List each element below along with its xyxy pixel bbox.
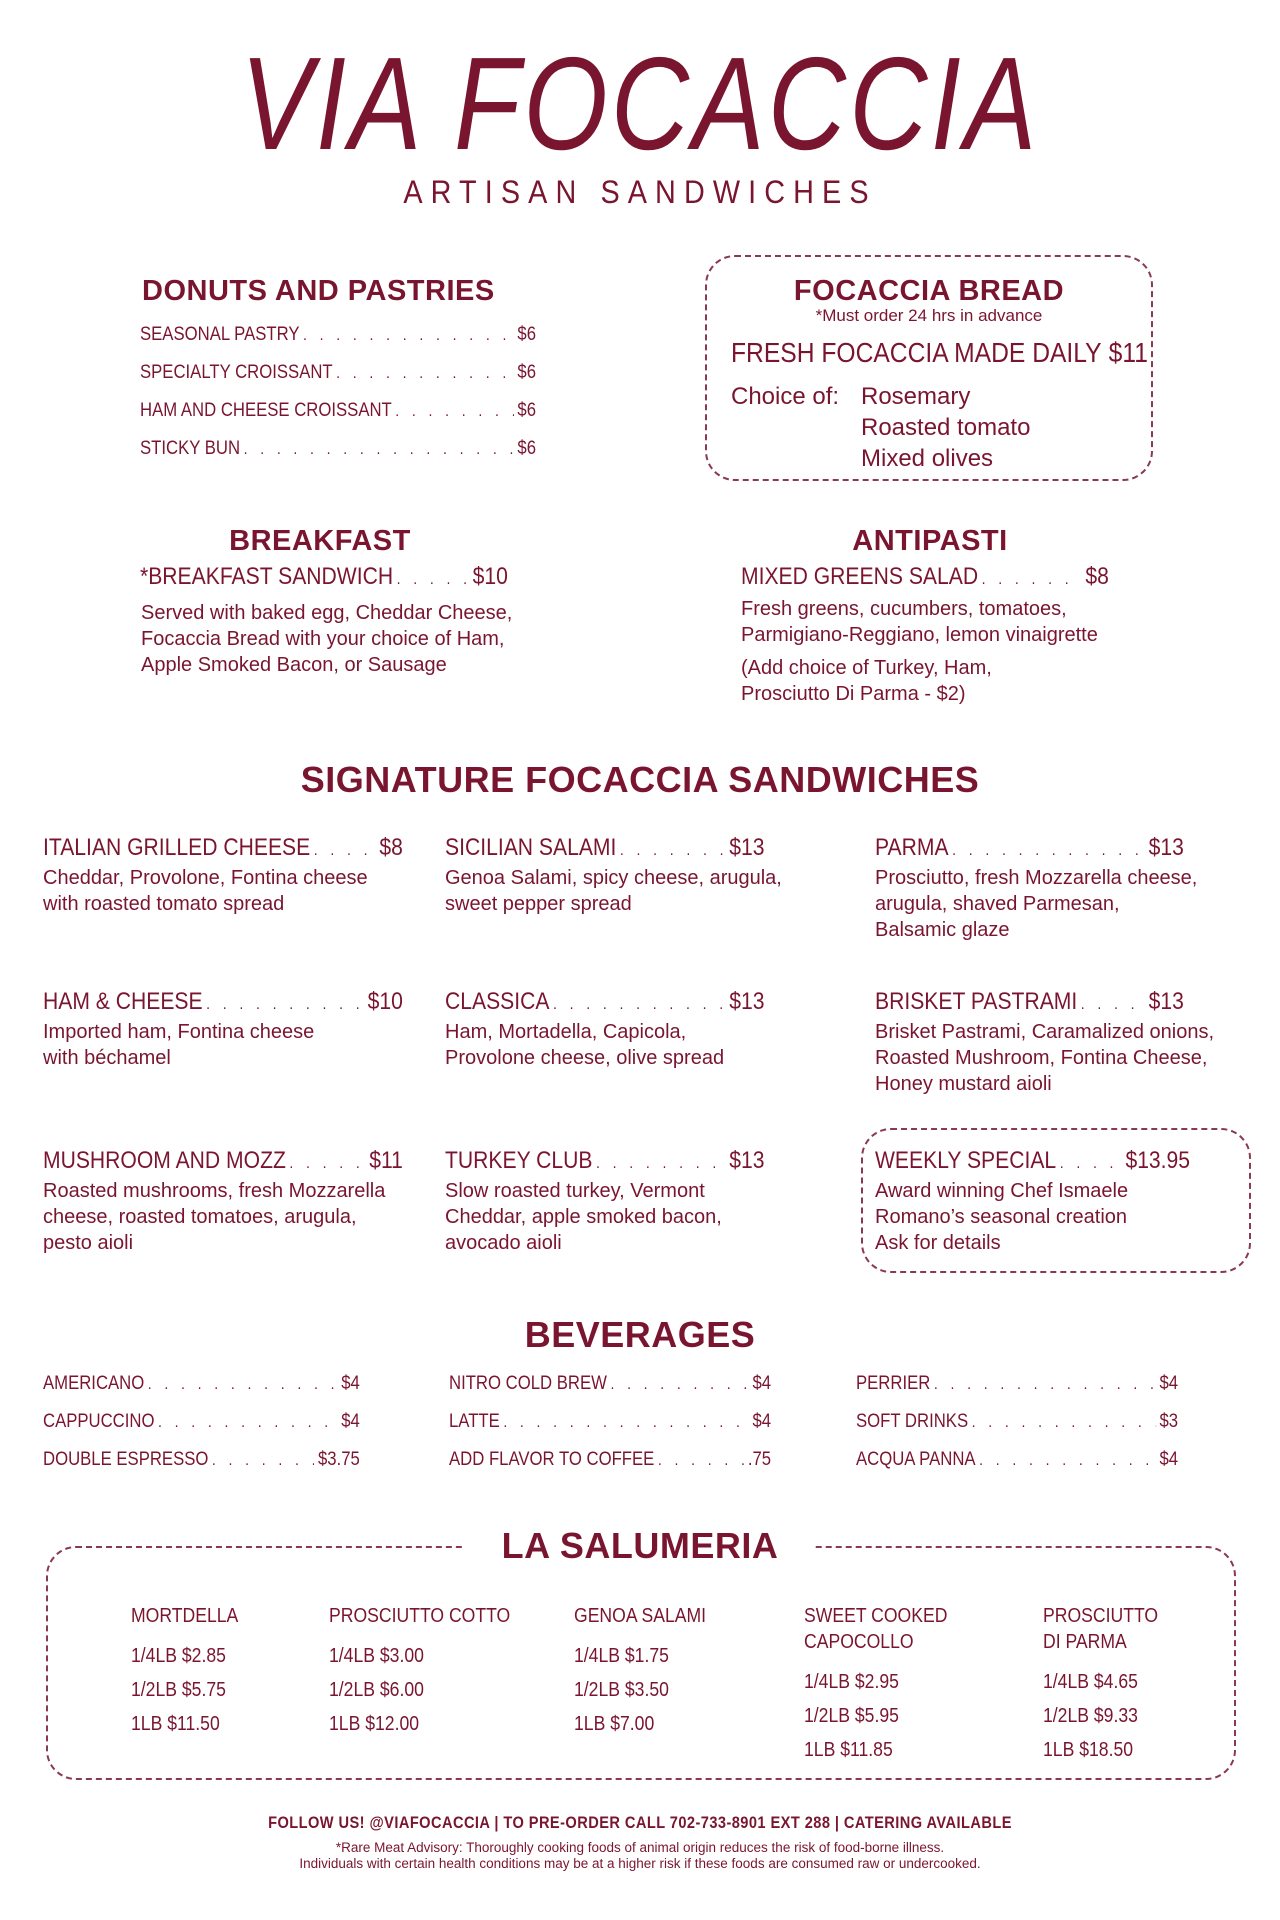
leader-dots — [289, 1155, 365, 1173]
sandwich-row — [875, 1147, 1190, 1179]
item-price: $6 — [517, 362, 536, 383]
item-name: PERRIER — [856, 1373, 931, 1394]
desc-line: Apple Smoked Bacon, or Sausage — [141, 654, 447, 676]
salumeria-col — [131, 1603, 238, 1741]
item-name: LATTE — [449, 1411, 500, 1432]
antipasti-description — [741, 596, 1098, 648]
leader-dots — [336, 365, 514, 383]
desc-line: cheese, roasted tomatoes, arugula, — [43, 1206, 357, 1228]
item-price: .75 — [747, 1449, 772, 1470]
desc-line: (Add choice of Turkey, Ham, — [741, 657, 992, 679]
leader-dots — [1060, 1155, 1122, 1173]
leader-dots — [303, 327, 514, 345]
item-price: $6 — [517, 438, 536, 459]
item-price: $6 — [517, 324, 536, 345]
breakfast-heading: BREAKFAST — [229, 525, 411, 557]
salumeria-name — [804, 1603, 947, 1655]
menu-row — [140, 324, 536, 362]
salumeria-name — [574, 1603, 706, 1629]
leader-dots — [596, 1155, 726, 1173]
item-price: $8 — [1085, 563, 1109, 590]
desc-line: Genoa Salami, spicy cheese, arugula, — [445, 867, 782, 889]
price-line: 1/4LB $1.75 — [574, 1645, 669, 1667]
item-name: STICKY BUN — [140, 438, 241, 459]
leader-dots — [979, 1452, 1156, 1470]
sandwich-row — [445, 1147, 764, 1179]
menu-row — [43, 1449, 360, 1487]
donuts-list — [140, 324, 536, 476]
choice-item: Rosemary — [861, 383, 971, 410]
item-price: $11 — [369, 1147, 403, 1174]
item-name: WEEKLY SPECIAL — [875, 1147, 1057, 1174]
salumeria-name — [1043, 1603, 1158, 1655]
price-line: 1LB $12.00 — [329, 1713, 420, 1735]
price-line: 1/4LB $4.65 — [1043, 1671, 1138, 1693]
item-name: HAM AND CHEESE CROISSANT — [140, 400, 392, 421]
item-name: SICILIAN SALAMI — [445, 834, 617, 861]
price-line: 1/2LB $3.50 — [574, 1679, 669, 1701]
item-name: DOUBLE ESPRESSO — [43, 1449, 209, 1470]
sandwich-desc — [445, 1178, 722, 1256]
leader-dots — [952, 842, 1145, 860]
item-name: BRISKET PASTRAMI — [875, 988, 1078, 1015]
item-name: FRESH FOCACCIA MADE DAILY — [731, 337, 1102, 368]
name-line: SWEET COOKED — [804, 1605, 948, 1627]
leader-dots — [658, 1452, 744, 1470]
advisory-line: Individuals with certain health conditions may be at a higher risk if these foods are consumed raw or undercooked. — [299, 1856, 981, 1871]
item-price: $11 — [1108, 337, 1148, 368]
item-price: $10 — [472, 563, 508, 590]
sandwich-desc — [445, 1019, 724, 1071]
focaccia-item-row — [731, 337, 1148, 369]
leader-dots — [1081, 996, 1145, 1014]
brand-subtitle: ARTISAN SANDWICHES — [403, 174, 877, 210]
item-name: MIXED GREENS SALAD — [741, 563, 979, 590]
item-name: ITALIAN GRILLED CHEESE — [43, 834, 311, 861]
desc-line: Served with baked egg, Cheddar Cheese, — [141, 602, 513, 624]
leader-dots — [503, 1414, 749, 1432]
item-name: TURKEY CLUB — [445, 1147, 593, 1174]
leader-dots — [244, 441, 514, 459]
salumeria-col — [329, 1603, 510, 1741]
desc-line: sweet pepper spread — [445, 893, 632, 915]
menu-row — [43, 1411, 360, 1449]
choice-list — [861, 381, 1030, 474]
salumeria-col — [804, 1603, 947, 1767]
item-name: CLASSICA — [445, 988, 550, 1015]
leader-dots — [553, 996, 726, 1014]
price-line: 1LB $11.85 — [804, 1739, 893, 1761]
leader-dots — [982, 571, 1082, 589]
desc-line: Prosciutto Di Parma - $2) — [741, 683, 966, 705]
sandwich-row — [875, 834, 1184, 866]
sandwich-row — [445, 834, 764, 866]
sandwich-desc — [875, 1019, 1214, 1097]
leader-dots — [620, 842, 726, 860]
item-price: $3 — [1159, 1411, 1179, 1432]
focaccia-heading: FOCACCIA BREAD — [793, 275, 1065, 307]
name-line: MORTDELLA — [131, 1605, 239, 1627]
item-name: HAM & CHEESE — [43, 988, 203, 1015]
menu-row — [43, 1373, 360, 1411]
name-line: PROSCIUTTO — [1043, 1605, 1159, 1627]
sandwich-row — [875, 988, 1184, 1020]
sandwich-row — [43, 834, 403, 866]
menu-row — [140, 400, 536, 438]
leader-dots — [934, 1376, 1156, 1394]
item-name: SPECIALTY CROISSANT — [140, 362, 333, 383]
item-name: AMERICANO — [43, 1373, 145, 1394]
item-name: SEASONAL PASTRY — [140, 324, 300, 345]
menu-row — [449, 1373, 771, 1411]
beverages-heading: BEVERAGES — [524, 1314, 756, 1355]
price-line: 1/4LB $3.00 — [329, 1645, 424, 1667]
desc-line: Romano’s seasonal creation — [875, 1206, 1128, 1228]
desc-line: Honey mustard aioli — [875, 1073, 1052, 1095]
breakfast-description — [141, 600, 512, 678]
name-line: DI PARMA — [1043, 1631, 1127, 1653]
desc-line: Provolone cheese, olive spread — [445, 1047, 725, 1069]
item-name: MUSHROOM AND MOZZ — [43, 1147, 286, 1174]
sandwich-desc — [43, 865, 368, 917]
desc-line: arugula, shaved Parmesan, — [875, 893, 1120, 915]
breakfast-item-row — [140, 563, 508, 595]
name-line: GENOA SALAMI — [574, 1605, 707, 1627]
sandwich-desc — [43, 1019, 314, 1071]
leader-dots — [972, 1414, 1156, 1432]
menu-row — [449, 1411, 771, 1449]
item-price: $4 — [1159, 1373, 1179, 1394]
sandwich-row — [43, 988, 403, 1020]
price-line: 1LB $18.50 — [1043, 1739, 1134, 1761]
item-price: $6 — [517, 400, 536, 421]
beverages-col-1 — [43, 1373, 403, 1487]
leader-dots — [158, 1414, 338, 1432]
antipasti-addon — [741, 655, 992, 707]
leader-dots — [610, 1376, 749, 1394]
leader-dots — [212, 1452, 315, 1470]
leader-dots — [148, 1376, 338, 1394]
price-line: 1/2LB $5.75 — [131, 1679, 226, 1701]
menu-row — [140, 438, 536, 476]
desc-line: Ask for details — [875, 1232, 1001, 1254]
desc-line: Slow roasted turkey, Vermont — [445, 1180, 705, 1202]
desc-line: Imported ham, Fontina cheese — [43, 1021, 315, 1043]
name-line: CAPOCOLLO — [804, 1631, 914, 1653]
leader-dots — [395, 403, 514, 421]
item-price: $3.75 — [317, 1449, 360, 1470]
item-name: NITRO COLD BREW — [449, 1373, 607, 1394]
desc-line: Cheddar, Provolone, Fontina cheese — [43, 867, 368, 889]
sandwich-desc — [43, 1178, 385, 1256]
antipasti-heading: ANTIPASTI — [852, 525, 1008, 557]
salumeria-name — [329, 1603, 510, 1629]
item-name: CAPPUCCINO — [43, 1411, 155, 1432]
salumeria-col — [1043, 1603, 1158, 1767]
desc-line: Fresh greens, cucumbers, tomatoes, — [741, 598, 1067, 620]
choice-item: Roasted tomato — [861, 414, 1031, 441]
item-price: $8 — [379, 834, 403, 861]
focaccia-note: *Must order 24 hrs in advance — [815, 306, 1043, 325]
salumeria-heading: LA SALUMERIA — [465, 1528, 815, 1564]
item-price: $4 — [341, 1373, 360, 1394]
menu-row — [856, 1411, 1178, 1449]
signature-heading: SIGNATURE FOCACCIA SANDWICHES — [300, 759, 980, 800]
price-line: 1/4LB $2.95 — [804, 1671, 899, 1693]
desc-line: Focaccia Bread with your choice of Ham, — [141, 628, 505, 650]
item-price: $4 — [752, 1373, 772, 1394]
desc-line: Brisket Pastrami, Caramalized onions, — [875, 1021, 1215, 1043]
footer-contact: FOLLOW US! @VIAFOCACCIA | TO PRE-ORDER CALL 702-733-8901 EXT 288 | CATERING AVAILABLE — [268, 1813, 1012, 1832]
desc-line: pesto aioli — [43, 1232, 134, 1254]
item-price: $10 — [367, 988, 403, 1015]
price-line: 1/2LB $9.33 — [1043, 1705, 1138, 1727]
beverages-col-2 — [449, 1373, 815, 1487]
item-name: *BREAKFAST SANDWICH — [140, 563, 394, 590]
item-name: SOFT DRINKS — [856, 1411, 969, 1432]
price-line: 1/2LB $6.00 — [329, 1679, 424, 1701]
item-price: $13 — [1148, 988, 1184, 1015]
desc-line: Prosciutto, fresh Mozzarella cheese, — [875, 867, 1198, 889]
desc-line: Award winning Chef Ismaele — [875, 1180, 1129, 1202]
antipasti-item-row — [741, 563, 1109, 595]
donuts-heading: DONUTS AND PASTRIES — [142, 275, 495, 307]
desc-line: with béchamel — [43, 1047, 171, 1069]
item-price: $13 — [729, 988, 765, 1015]
footer-advisory — [0, 1840, 1280, 1872]
salumeria-name — [131, 1603, 238, 1629]
item-price: $13 — [1148, 834, 1184, 861]
salumeria-col — [574, 1603, 706, 1741]
price-line: 1/2LB $5.95 — [804, 1705, 899, 1727]
item-name: ACQUA PANNA — [856, 1449, 976, 1470]
item-price: $4 — [341, 1411, 360, 1432]
menu-row — [140, 362, 536, 400]
desc-line: Ham, Mortadella, Capicola, — [445, 1021, 687, 1043]
sandwich-row — [445, 988, 764, 1020]
beverages-col-3 — [856, 1373, 1222, 1487]
item-price: $4 — [1159, 1449, 1179, 1470]
item-price: $13 — [729, 1147, 765, 1174]
desc-line: Cheddar, apple smoked bacon, — [445, 1206, 722, 1228]
name-line: PROSCIUTTO COTTO — [329, 1605, 511, 1627]
brand-title: VIA FOCACCIA — [240, 30, 1040, 177]
desc-line: Roasted Mushroom, Fontina Cheese, — [875, 1047, 1208, 1069]
leader-dots — [314, 842, 376, 860]
price-line: 1LB $11.50 — [131, 1713, 220, 1735]
choice-item: Mixed olives — [861, 445, 994, 472]
advisory-line: *Rare Meat Advisory: Thoroughly cooking foods of animal origin reduces the risk of food-borne illness. — [335, 1840, 945, 1855]
price-line: 1/4LB $2.85 — [131, 1645, 226, 1667]
price-line: 1LB $7.00 — [574, 1713, 655, 1735]
sandwich-desc — [875, 865, 1197, 943]
menu-row — [856, 1373, 1178, 1411]
desc-line: Roasted mushrooms, fresh Mozzarella — [43, 1180, 386, 1202]
menu-row — [856, 1449, 1178, 1487]
item-price: $13.95 — [1125, 1147, 1191, 1174]
desc-line: with roasted tomato spread — [43, 893, 285, 915]
choice-label: Choice of: — [731, 383, 840, 410]
desc-line: Balsamic glaze — [875, 919, 1010, 941]
desc-line: Parmigiano-Reggiano, lemon vinaigrette — [741, 624, 1098, 646]
item-name: ADD FLAVOR TO COFFEE — [449, 1449, 655, 1470]
item-price: $13 — [729, 834, 765, 861]
sandwich-desc — [875, 1178, 1128, 1256]
leader-dots — [206, 996, 364, 1014]
menu-row — [449, 1449, 771, 1487]
item-name: PARMA — [875, 834, 949, 861]
sandwich-desc — [445, 865, 782, 917]
sandwich-row — [43, 1147, 403, 1179]
desc-line: avocado aioli — [445, 1232, 562, 1254]
item-price: $4 — [752, 1411, 772, 1432]
leader-dots — [397, 571, 469, 589]
